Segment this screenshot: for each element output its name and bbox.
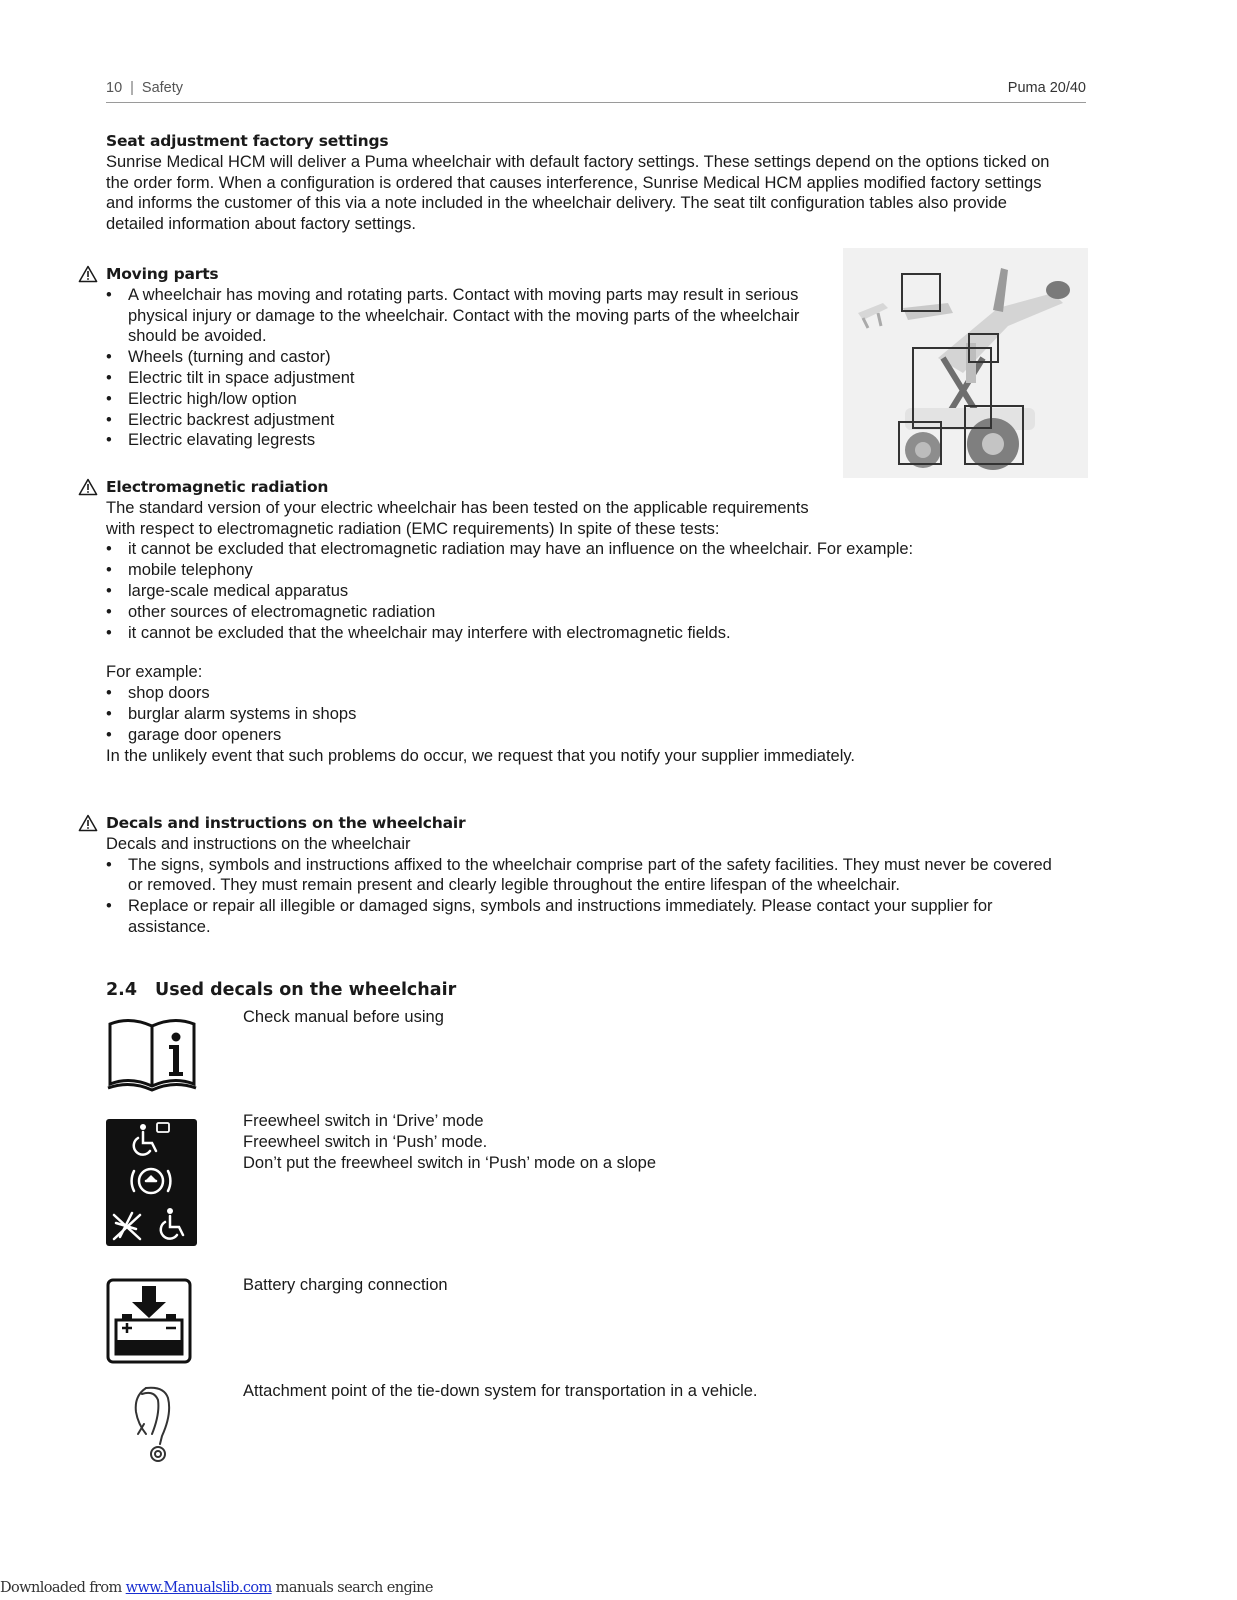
decal-line: Check manual before using: [243, 1008, 444, 1026]
decal-line: Attachment point of the tie-down system for transportation in a vehicle.: [243, 1382, 758, 1400]
wheelchair-illustration: [843, 248, 1088, 478]
moving-parts-heading: Moving parts: [106, 265, 219, 283]
electromagnetic-list: [106, 539, 1086, 643]
bullet-line: assistance.: [128, 917, 211, 936]
tie-down-hook-icon: [106, 1384, 198, 1462]
seat-adjustment-line: detailed information about factory settings.: [106, 215, 417, 234]
header-section: Safety: [141, 80, 184, 96]
electromagnetic-section: [106, 477, 1086, 766]
page-number: 10: [106, 80, 123, 96]
list-item: • mobile telephony: [106, 560, 1086, 581]
section-heading: [106, 980, 456, 1001]
bullet-line: physical injury or damage to the wheelchair. Contact with the moving parts of the wheelchair: [128, 306, 800, 325]
seat-adjustment-line: Sunrise Medical HCM will deliver a Puma wheelchair with default factory settings. These settings depend on the options ticked on: [106, 152, 1050, 171]
decals-instructions-subheading: Decals and instructions on the wheelchair: [106, 834, 411, 853]
list-item: • Electric tilt in space adjustment: [106, 368, 826, 389]
warning-triangle-icon: [78, 478, 98, 496]
list-item: • Electric backrest adjustment: [106, 410, 826, 431]
decals-instructions-section: [106, 813, 1091, 938]
list-item: • it cannot be excluded that the wheelchair may interfere with electromagnetic fields.: [106, 623, 1086, 644]
footer-suffix: manuals search engine: [271, 1580, 433, 1596]
warning-triangle-icon: [78, 265, 98, 283]
decal-description: [243, 1381, 758, 1402]
warning-triangle-icon: [78, 814, 98, 832]
header-separator: |: [130, 80, 134, 96]
manual-info-icon: [106, 1014, 198, 1094]
header-left: [106, 78, 183, 99]
for-example-label: For example:: [106, 663, 203, 682]
decals-instructions-heading: Decals and instructions on the wheelchair: [106, 814, 466, 832]
moving-parts-list: [106, 285, 826, 451]
decal-line: Freewheel switch in ‘Push’ mode.: [243, 1132, 488, 1151]
bullet-line: • Replace or repair all illegible or damaged signs, symbols and instructions immediately. Please contact your supplier for: [128, 897, 993, 916]
list-item: • burglar alarm systems in shops: [106, 704, 1086, 725]
freewheel-switch-icon: [106, 1119, 197, 1246]
decals-instructions-list: [106, 855, 1091, 938]
manualslib-link[interactable]: www.Manualslib.com: [125, 1580, 272, 1596]
bullet-line: • A wheelchair has moving and rotating parts. Contact with moving parts may result in serious: [128, 285, 799, 304]
list-item: • other sources of electromagnetic radiation: [106, 602, 1086, 623]
list-item: • Electric elavating legrests: [106, 430, 826, 451]
electromagnetic-intro-line: with respect to electromagnetic radiation (EMC requirements) In spite of these tests:: [106, 519, 720, 538]
section-title: Used decals on the wheelchair: [155, 980, 457, 1000]
wheelchair-moving-parts-photo: [843, 248, 1088, 478]
decal-line: Battery charging connection: [243, 1276, 448, 1294]
decal-description: [243, 1007, 444, 1028]
decal-description: [243, 1111, 656, 1173]
electromagnetic-intro-line: The standard version of your electric wheelchair has been tested on the applicable requirements: [106, 498, 809, 517]
bullet-line: • The signs, symbols and instructions affixed to the wheelchair comprise part of the safety facilities. They must never be covered: [128, 855, 1052, 874]
bullet-line: should be avoided.: [128, 327, 267, 346]
seat-adjustment-section: [106, 131, 1086, 235]
decal-description: [243, 1275, 448, 1296]
example-list: [106, 683, 1086, 745]
list-item: • garage door openers: [106, 725, 1086, 746]
electromagnetic-closing: In the unlikely event that such problems do occur, we request that you notify your supplier immediately.: [106, 746, 856, 765]
page-footer: [0, 1578, 433, 1599]
list-item: [106, 855, 1091, 897]
seat-adjustment-line: the order form. When a configuration is ordered that causes interference, Sunrise Medical HCM applies modified factory settings: [106, 173, 1042, 192]
seat-adjustment-line: and informs the customer of this via a note included in the wheelchair delivery. The seat tilt configuration tables also provide: [106, 194, 1007, 213]
header-product: Puma 20/40: [1007, 80, 1086, 96]
section-number: 2.4: [106, 980, 138, 1000]
footer-prefix: Downloaded from: [0, 1580, 126, 1596]
list-item: • shop doors: [106, 683, 1086, 704]
decal-line: Don’t put the freewheel switch in ‘Push’ mode on a slope: [243, 1153, 657, 1172]
electromagnetic-heading: Electromagnetic radiation: [106, 478, 329, 496]
battery-charging-icon: [106, 1278, 192, 1364]
seat-adjustment-heading: Seat adjustment factory settings: [106, 132, 389, 150]
list-item: [106, 285, 826, 347]
moving-parts-section: [106, 264, 826, 451]
list-item: • Electric high/low option: [106, 389, 826, 410]
list-item: • large-scale medical apparatus: [106, 581, 1086, 602]
bullet-line: or removed. They must remain present and clearly legible throughout the entire lifespan of the wheelchair.: [128, 876, 900, 895]
decal-line: Freewheel switch in ‘Drive’ mode: [243, 1112, 484, 1130]
list-item: • Wheels (turning and castor): [106, 347, 826, 368]
list-item: [106, 896, 1091, 938]
page-header: [106, 76, 1086, 103]
list-item: • it cannot be excluded that electromagnetic radiation may have an influence on the wheelchair. For example:: [106, 539, 1086, 560]
